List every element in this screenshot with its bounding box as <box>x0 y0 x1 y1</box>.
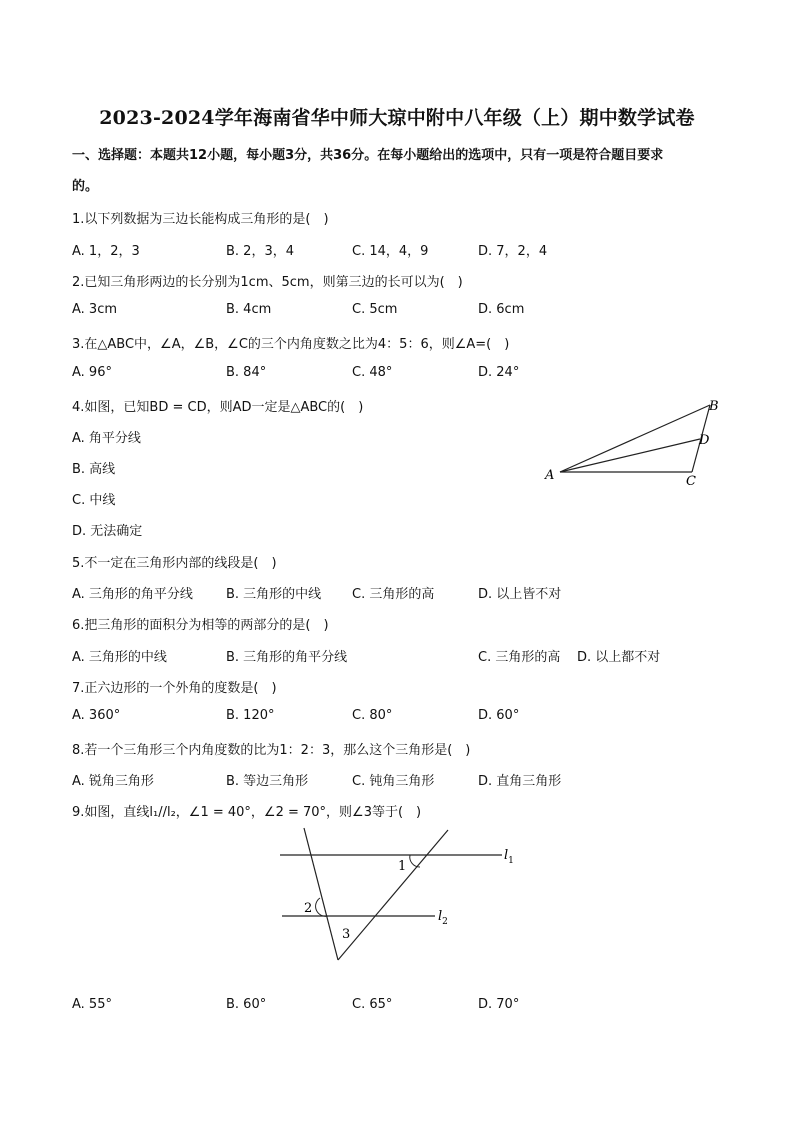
page-title: 2023-2024学年海南省华中师大琼中附中八年级（上）期中数学试卷 <box>99 107 695 129</box>
angle-3-label: 3 <box>342 927 351 942</box>
question-9-option-c[interactable]: C. 65° <box>352 997 393 1012</box>
question-6-option-b[interactable]: B. 三角形的角平分线 <box>226 650 348 665</box>
question-9-stem: 9.如图，直线l₁//l₂，∠1 = 40°，∠2 = 70°，则∠3等于( ) <box>72 805 422 820</box>
section-heading-line2: 的。 <box>72 179 99 194</box>
line-l2-label: $l_2$ <box>438 909 448 927</box>
question-1-option-a[interactable]: A. 1，2，3 <box>72 244 140 259</box>
angle-1-label: 1 <box>398 859 407 874</box>
question-1-option-d[interactable]: D. 7，2，4 <box>478 244 548 259</box>
question-7-option-b[interactable]: B. 120° <box>226 708 275 723</box>
question-2-stem: 2.已知三角形两边的长分别为1cm、5cm，则第三边的长可以为( ) <box>72 275 463 290</box>
question-4-stem: 4.如图，已知BD = CD，则AD一定是△ABC的( ) <box>72 400 364 415</box>
line-l1-label: $l_1$ <box>504 848 514 866</box>
question-7-stem: 7.正六边形的一个外角的度数是( ) <box>72 681 277 696</box>
question-5-stem: 5.不一定在三角形内部的线段是( ) <box>72 556 277 571</box>
question-7-option-d[interactable]: D. 60° <box>478 708 520 723</box>
question-5-option-c[interactable]: C. 三角形的高 <box>352 587 435 602</box>
question-2-option-d[interactable]: D. 6cm <box>478 302 525 317</box>
question-4-option-d[interactable]: D. 无法确定 <box>72 524 143 539</box>
question-7-option-c[interactable]: C. 80° <box>352 708 393 723</box>
question-4-option-a[interactable]: A. 角平分线 <box>72 431 141 446</box>
question-5-option-d[interactable]: D. 以上皆不对 <box>478 587 562 602</box>
question-9-option-d[interactable]: D. 70° <box>478 997 520 1012</box>
question-6-option-d[interactable]: D. 以上都不对 <box>577 650 661 665</box>
question-1-option-c[interactable]: C. 14，4，9 <box>352 244 429 259</box>
label-d: D <box>699 433 710 448</box>
question-8-option-c[interactable]: C. 钝角三角形 <box>352 774 435 789</box>
transversal-left <box>304 828 338 960</box>
label-c: C <box>686 474 696 489</box>
question-8-option-b[interactable]: B. 等边三角形 <box>226 774 309 789</box>
question-2-option-c[interactable]: C. 5cm <box>352 302 398 317</box>
question-6-stem: 6.把三角形的面积分为相等的两部分的是( ) <box>72 618 329 633</box>
parallel-lines-figure <box>270 822 530 967</box>
question-8-stem: 8.若一个三角形三个内角度数的比为1：2：3，那么这个三角形是( ) <box>72 743 471 758</box>
question-7-option-a[interactable]: A. 360° <box>72 708 121 723</box>
question-8-option-d[interactable]: D. 直角三角形 <box>478 774 562 789</box>
question-3-option-a[interactable]: A. 96° <box>72 365 112 380</box>
triangle-abd-figure <box>538 393 728 493</box>
section-heading-line1: 一、选择题：本题共12小题，每小题3分，共36分。在每小题给出的选项中，只有一项是符合题目要求 <box>72 148 664 163</box>
question-8-option-a[interactable]: A. 锐角三角形 <box>72 774 154 789</box>
question-2-option-a[interactable]: A. 3cm <box>72 302 118 317</box>
question-9-option-b[interactable]: B. 60° <box>226 997 267 1012</box>
question-3-option-c[interactable]: C. 48° <box>352 365 393 380</box>
question-4-option-b[interactable]: B. 高线 <box>72 462 116 477</box>
question-5-option-b[interactable]: B. 三角形的中线 <box>226 587 322 602</box>
angle-2-label: 2 <box>304 901 313 916</box>
section-heading <box>72 140 732 202</box>
question-4-option-c[interactable]: C. 中线 <box>72 493 116 508</box>
question-1-stem: 1.以下列数据为三边长能构成三角形的是( ) <box>72 212 329 227</box>
question-6-option-a[interactable]: A. 三角形的中线 <box>72 650 167 665</box>
question-5-option-a[interactable]: A. 三角形的角平分线 <box>72 587 193 602</box>
question-3-option-b[interactable]: B. 84° <box>226 365 267 380</box>
segment-ad <box>560 439 700 472</box>
question-3-option-d[interactable]: D. 24° <box>478 365 520 380</box>
question-1-option-b[interactable]: B. 2，3，4 <box>226 244 294 259</box>
label-a: A <box>545 468 555 483</box>
question-6-option-c[interactable]: C. 三角形的高 <box>478 650 561 665</box>
label-b: B <box>709 399 719 414</box>
segment-ab <box>560 405 710 472</box>
question-9-option-a[interactable]: A. 55° <box>72 997 112 1012</box>
transversal-right <box>338 830 448 960</box>
question-2-option-b[interactable]: B. 4cm <box>226 302 272 317</box>
question-3-stem: 3.在△ABC中，∠A，∠B，∠C的三个内角度数之比为4：5：6，则∠A=( ) <box>72 337 510 352</box>
